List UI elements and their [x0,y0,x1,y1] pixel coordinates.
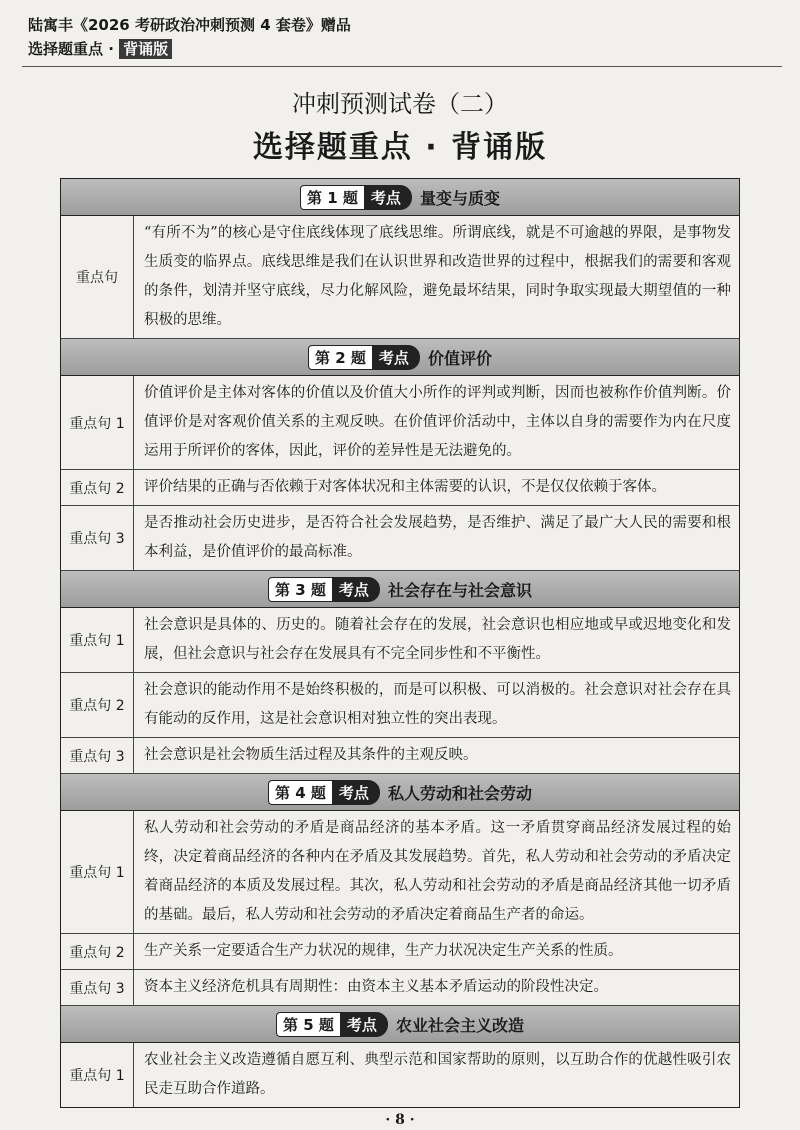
topic-badge: 考点 [332,780,380,805]
row-content: 价值评价是主体对客体的价值以及价值大小所作的评判或判断，因而也被称作价值判断。价值评价是对客观价值关系的主观反映。在价值评价活动中，主体以自身的需要作为内在尺度运用于所评价的客体，因此，评价的差异性是无法避免的。 [144,385,731,459]
table-row [61,376,739,470]
section-header [61,571,739,608]
topic-badge: 考点 [364,185,412,210]
topic-badge: 考点 [372,345,420,370]
row-label: 重点句 1 [61,1043,134,1107]
question-number-badge: 第 4 题 [268,780,332,805]
section-title: 社会存在与社会意识 [387,580,532,600]
section-title: 量变与质变 [419,188,500,208]
row-label: 重点句 [61,216,134,338]
page-number: · 8 · [385,1112,415,1128]
section-header [61,774,739,811]
topic-badge: 考点 [340,1012,388,1037]
row-content: 是否推动社会历史进步，是否符合社会发展趋势，是否维护、满足了最广大人民的需要和根本利益，是价值评价的最高标准。 [144,515,731,560]
table-row [61,673,739,738]
row-label: 重点句 2 [61,470,134,505]
running-subheader [28,38,172,59]
subheader-tag: 背诵版 [119,39,172,59]
row-content: 社会意识的能动作用不是始终积极的，而是可以积极、可以消极的。社会意识对社会存在具有能动的反作用，这是社会意识相对独立性的突出表现。 [144,682,731,727]
question-number-badge: 第 3 题 [268,577,332,602]
row-content: 资本主义经济危机具有周期性：由资本主义基本矛盾运动的阶段性决定。 [144,979,608,995]
row-content: 农业社会主义改造遵循自愿互利、典型示范和国家帮助的原则，以互助合作的优越性吸引农民走互助合作道路。 [144,1052,731,1097]
table-row [61,506,739,571]
question-number-badge: 第 1 题 [300,185,364,210]
topic-badge: 考点 [332,577,380,602]
row-label: 重点句 2 [61,673,134,737]
table-row [61,811,739,934]
row-label: 重点句 1 [61,811,134,933]
section-header [61,339,739,376]
page-subtitle: 选择题重点 · 背诵版 [252,130,548,165]
question-number-badge: 第 5 题 [276,1012,340,1037]
table-row [61,970,739,1006]
table-row [61,470,739,506]
row-content: 私人劳动和社会劳动的矛盾是商品经济的基本矛盾。这一矛盾贯穿商品经济发展过程的始终，决定着商品经济的各种内在矛盾及其发展趋势。首先，私人劳动和社会劳动的矛盾决定着商品经济的本质及发展过程。其次，私人劳动和社会劳动的矛盾是商品经济其他一切矛盾的基础。最后，私人劳动和社会劳动的矛盾决定着商品生产者的命运。 [144,820,731,923]
table-row [61,738,739,774]
table-row [61,934,739,970]
row-content: “有所不为”的核心是守住底线体现了底线思维。所谓底线，就是不可逾越的界限，是事物发生质变的临界点。底线思维是我们在认识世界和改造世界的过程中，根据我们的需要和客观的条件，划清并坚守底线，尽力化解风险，避免最坏结果，同时争取实现最大期望值的一种积极的思维。 [144,225,731,328]
running-header: 陆寓丰《2026 考研政治冲刺预测 4 套卷》赠品 [28,16,351,34]
section-title: 私人劳动和社会劳动 [387,783,532,803]
row-label: 重点句 2 [61,934,134,969]
row-content: 社会意识是具体的、历史的。随着社会存在的发展，社会意识也相应地或早或迟地变化和发展，但社会意识与社会存在发展具有不完全同步性和不平衡性。 [144,617,731,662]
row-content: 生产关系一定要适合生产力状况的规律，生产力状况决定生产关系的性质。 [144,943,623,959]
row-content: 社会意识是社会物质生活过程及其条件的主观反映。 [144,747,478,763]
table-row [61,216,739,339]
section-header [61,1006,739,1043]
row-content: 评价结果的正确与否依赖于对客体状况和主体需要的认识，不是仅仅依赖于客体。 [144,479,666,495]
section-title: 价值评价 [427,348,492,368]
subheader-prefix: 选择题重点 · [28,40,120,58]
row-label: 重点句 1 [61,608,134,672]
table-row [61,1043,739,1107]
section-header [61,179,739,216]
table-row [61,608,739,673]
row-label: 重点句 1 [61,376,134,469]
question-number-badge: 第 2 题 [308,345,372,370]
row-label: 重点句 3 [61,738,134,773]
header-rule [22,66,782,67]
page-title: 冲刺预测试卷（二） [292,90,508,118]
section-title: 农业社会主义改造 [395,1015,524,1035]
row-label: 重点句 3 [61,506,134,570]
row-label: 重点句 3 [61,970,134,1005]
key-points-table [60,178,740,1108]
